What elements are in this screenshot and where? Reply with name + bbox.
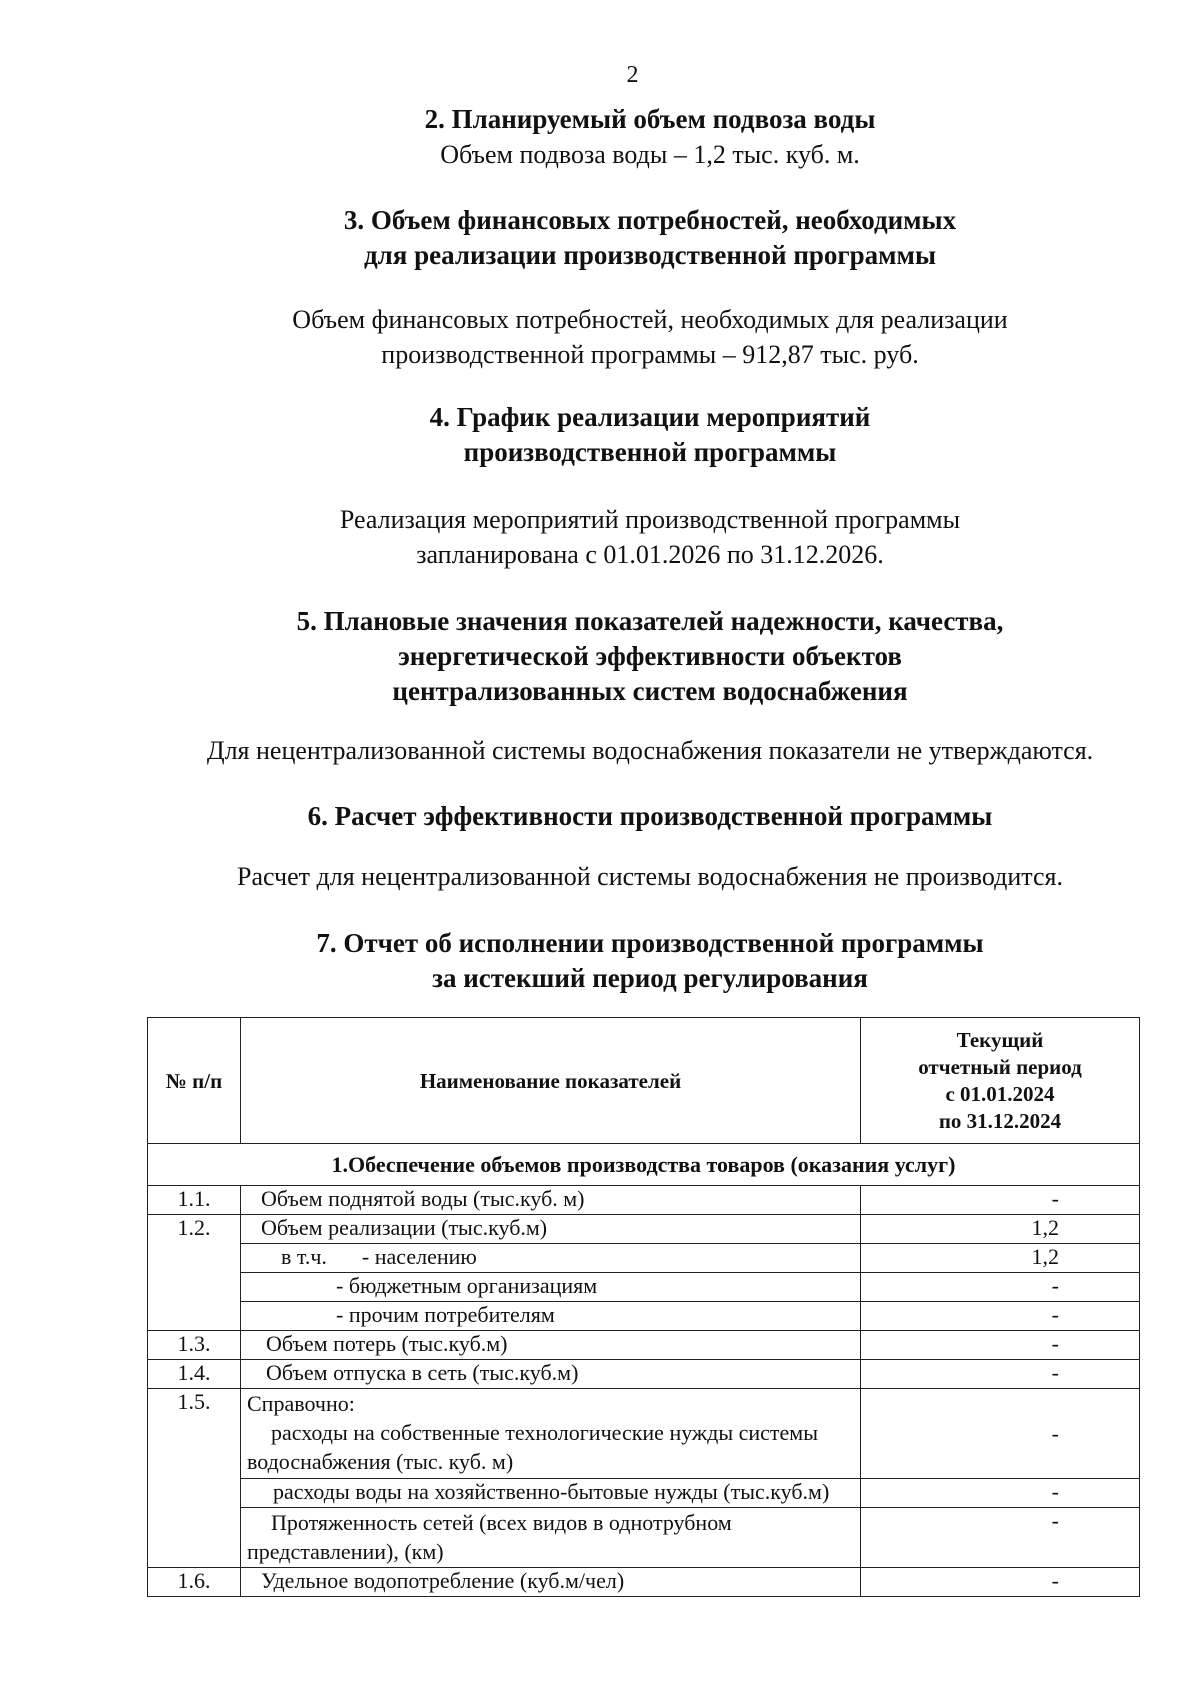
report-table bbox=[147, 1017, 1140, 1597]
page-number: 2 bbox=[626, 62, 639, 88]
section-5-heading: 5. Плановые значения показателей надежности, качества, энергетической эффективности объектов централизованных систем водоснабжения bbox=[296, 606, 1004, 706]
table-row bbox=[148, 1244, 1140, 1273]
row-name: Объем отпуска в сеть (тыс.куб.м) bbox=[241, 1360, 861, 1389]
row-name: - бюджетным организациям bbox=[241, 1273, 861, 1302]
row-num: 1.1. bbox=[148, 1186, 241, 1215]
section-6 bbox=[150, 799, 1150, 894]
row-name: - прочим потребителям bbox=[241, 1302, 861, 1331]
row-value: - bbox=[861, 1389, 1140, 1479]
row-num: 1.2. bbox=[148, 1215, 241, 1331]
table-row bbox=[148, 1389, 1140, 1479]
row-prefix: в т.ч. bbox=[281, 1244, 327, 1269]
row-value: 1,2 bbox=[861, 1244, 1140, 1273]
row-line: водоснабжения (тыс. куб. м) bbox=[247, 1449, 514, 1474]
section-3-text: Объем финансовых потребностей, необходимых для реализации производственной программы – 912,87 тыс. руб. bbox=[292, 305, 1008, 369]
row-value: - bbox=[861, 1331, 1140, 1360]
section-4 bbox=[150, 400, 1150, 572]
row-name: Удельное водопотребление (куб.м/чел) bbox=[241, 1568, 861, 1597]
row-value: - bbox=[861, 1273, 1140, 1302]
row-line: представлении), (км) bbox=[247, 1539, 444, 1564]
row-num: 1.6. bbox=[148, 1568, 241, 1597]
table-row bbox=[148, 1479, 1140, 1508]
row-value: - bbox=[861, 1479, 1140, 1508]
row-label: Справочно: bbox=[247, 1391, 355, 1416]
table-row bbox=[148, 1215, 1140, 1244]
row-name: Объем поднятой воды (тыс.куб. м) bbox=[241, 1186, 861, 1215]
row-name: Объем реализации (тыс.куб.м) bbox=[241, 1215, 861, 1244]
row-value: - bbox=[861, 1360, 1140, 1389]
section-2-text: Объем подвоза воды – 1,2 тыс. куб. м. bbox=[440, 140, 860, 169]
table-header-row bbox=[148, 1018, 1140, 1144]
section-3 bbox=[150, 203, 1150, 372]
table-row bbox=[148, 1568, 1140, 1597]
section-3-heading: 3. Объем финансовых потребностей, необходимых для реализации производственной программы bbox=[343, 205, 957, 270]
section-2-heading: 2. Планируемый объем подвоза воды bbox=[424, 104, 876, 134]
section-7 bbox=[150, 926, 1150, 996]
row-num: 1.3. bbox=[148, 1331, 241, 1360]
header-name: Наименование показателей bbox=[241, 1018, 861, 1144]
row-value: - bbox=[861, 1568, 1140, 1597]
row-num: 1.5. bbox=[148, 1389, 241, 1568]
section-5 bbox=[150, 604, 1150, 768]
row-line: Протяженность сетей (всех видов в однотрубном bbox=[271, 1510, 732, 1535]
group-title: 1.Обеспечение объемов производства товаров (оказания услуг) bbox=[148, 1144, 1140, 1186]
table-group-row bbox=[148, 1144, 1140, 1186]
section-7-heading: 7. Отчет об исполнении производственной программы за истекший период регулирования bbox=[316, 928, 984, 993]
table-row bbox=[148, 1508, 1140, 1568]
section-6-text: Расчет для нецентрализованной системы водоснабжения не производится. bbox=[237, 862, 1063, 891]
section-4-heading: 4. График реализации мероприятий производственной программы bbox=[429, 402, 871, 467]
row-value: 1,2 bbox=[861, 1215, 1140, 1244]
table-row bbox=[148, 1331, 1140, 1360]
row-name bbox=[241, 1244, 861, 1273]
header-num: № п/п bbox=[148, 1018, 241, 1144]
row-name bbox=[241, 1389, 861, 1479]
row-num: 1.4. bbox=[148, 1360, 241, 1389]
row-name: Объем потерь (тыс.куб.м) bbox=[241, 1331, 861, 1360]
section-5-text: Для нецентрализованной системы водоснабжения показатели не утверждаются. bbox=[206, 736, 1094, 765]
table-row bbox=[148, 1273, 1140, 1302]
table-row bbox=[148, 1360, 1140, 1389]
section-4-text: Реализация мероприятий производственной программы запланирована с 01.01.2026 по 31.12.2026. bbox=[339, 505, 961, 569]
row-name: расходы воды на хозяйственно-бытовые нужды (тыс.куб.м) bbox=[241, 1479, 861, 1508]
header-period: Текущий отчетный период с 01.01.2024 по 31.12.2024 bbox=[861, 1018, 1140, 1144]
row-line: расходы на собственные технологические нужды системы bbox=[271, 1420, 818, 1445]
table-row bbox=[148, 1302, 1140, 1331]
table-row bbox=[148, 1186, 1140, 1215]
row-name bbox=[241, 1508, 861, 1568]
section-2 bbox=[150, 102, 1150, 172]
section-6-heading: 6. Расчет эффективности производственной программы bbox=[307, 801, 993, 831]
row-value: - bbox=[861, 1302, 1140, 1331]
row-value: - bbox=[861, 1508, 1140, 1568]
row-subname: - населению bbox=[361, 1244, 477, 1269]
row-value: - bbox=[861, 1186, 1140, 1215]
